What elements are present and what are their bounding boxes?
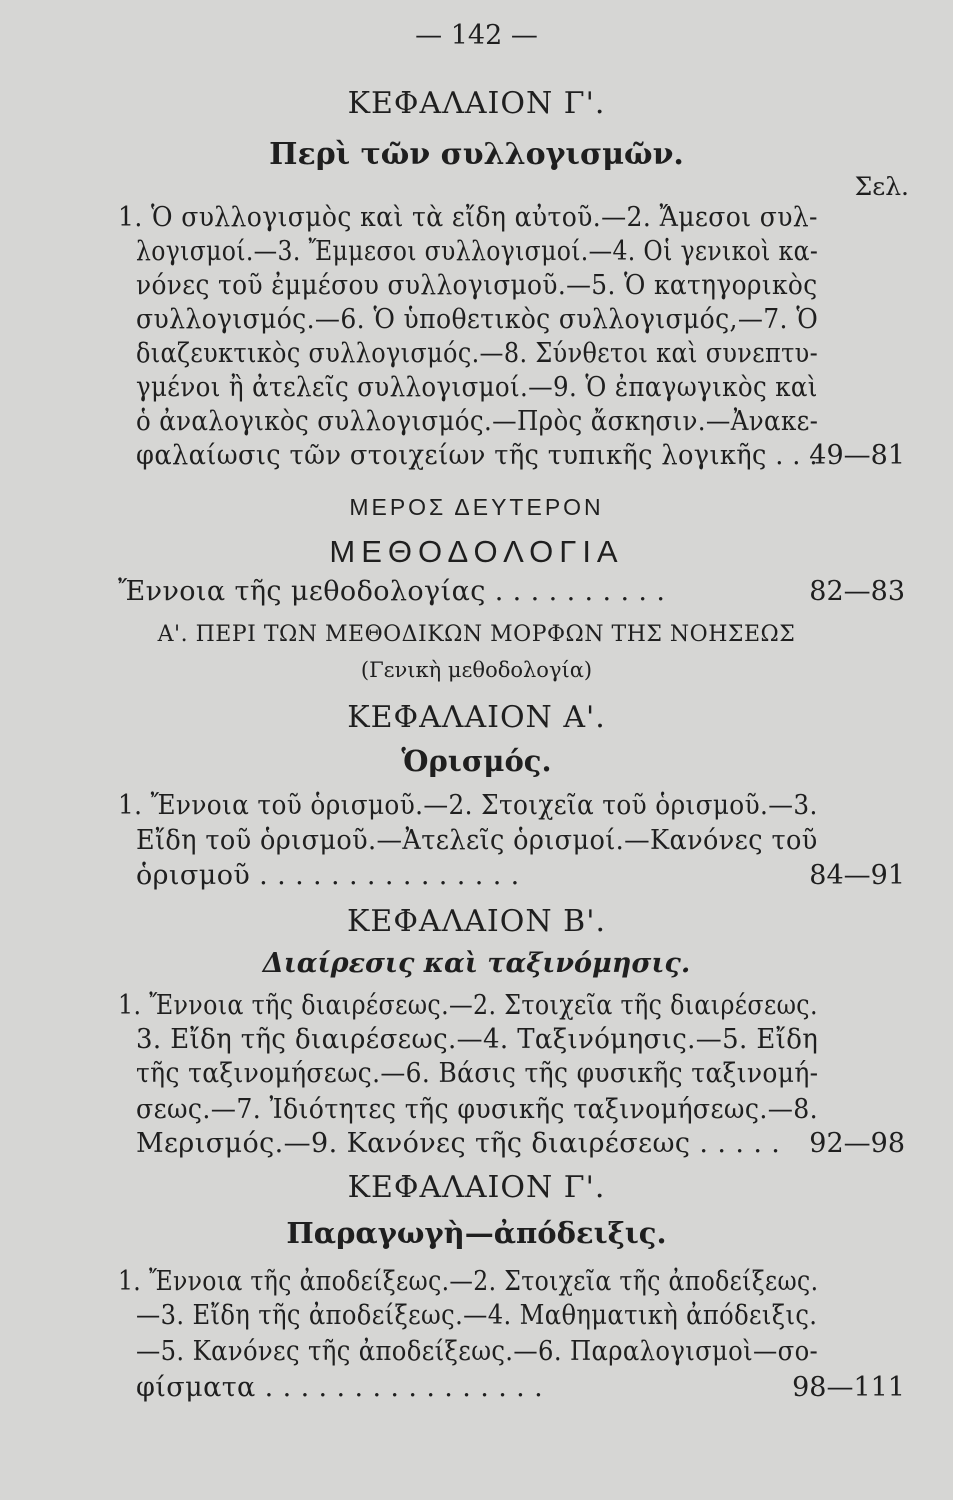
- chB-line-1: 1. Ἔννοια τῆς διαιρέσεως.—2. Στοιχεῖα τῆς διαιρέσεως.: [118, 990, 818, 1021]
- chapter-g-title: Περὶ τῶν συλλογισμῶν.: [269, 137, 684, 172]
- part-title: ΜΕΘΟΔΟΛΟΓΙΑ: [329, 534, 624, 569]
- ch3-line-2: λογισμοί.—3. Ἔμμεσοι συλλογισμοί.—4. Οἱ γενικοὶ κα-: [136, 236, 819, 267]
- chA-line-1: 1. Ἔννοια τοῦ ὁρισμοῦ.—2. Στοιχεῖα τοῦ ὁρισμοῦ.—3.: [118, 790, 818, 821]
- ch3-pages: 49—81: [809, 440, 905, 471]
- chG2-line-2: —3. Εἴδη τῆς ἀποδείξεως.—4. Μαθηματικὴ ἀπόδειξις.: [136, 1300, 818, 1331]
- chB-line-5: Μερισμός.—9. Κανόνες τῆς διαιρέσεως . . . . .: [136, 1128, 781, 1159]
- ch3-line-1: 1. Ὁ συλλογισμὸς καὶ τὰ εἴδη αὐτοῦ.—2. Ἄμεσοι συλ-: [118, 202, 818, 233]
- ch3-line-7: ὁ ἀναλογικὸς συλλογισμός.—Πρὸς ἄσκησιν.—Ἀνακε-: [136, 406, 819, 437]
- page-number: — 142 —: [415, 20, 538, 51]
- ch3-line-4: συλλογισμός.—6. Ὁ ὑποθετικὸς συλλογισμός,—7. Ὁ: [136, 304, 819, 335]
- chapter-b-heading: ΚΕΦΑΛΑΙΟΝ Β'.: [347, 904, 606, 939]
- chapter-g2-title: Παραγωγὴ—ἀπόδειξις.: [286, 1216, 667, 1250]
- chB-line-4: σεως.—7. Ἰδιότητες τῆς φυσικῆς ταξινομήσεως.—8.: [136, 1094, 819, 1125]
- chG2-line-1: 1. Ἔννοια τῆς ἀποδείξεως.—2. Στοιχεῖα τῆς ἀποδείξεως.: [118, 1266, 819, 1297]
- section-a-title: Α'. ΠΕΡΙ ΤΩΝ ΜΕΘΟΔΙΚΩΝ ΜΟΡΦΩΝ ΤΗΣ ΝΟΗΣΕΩΣ: [157, 622, 796, 647]
- chB-line-2: 3. Εἴδη τῆς διαιρέσεως.—4. Ταξινόμησις.—5. Εἴδη: [136, 1024, 819, 1055]
- chG2-pages: 98—111: [792, 1372, 905, 1403]
- chapter-a-title: Ὁρισμός.: [401, 744, 552, 778]
- chA-pages: 84—91: [809, 860, 905, 891]
- ch3-line-6: γμένοι ἢ ἀτελεῖς συλλογισμοί.—9. Ὁ ἐπαγωγικὸς καὶ: [136, 372, 818, 403]
- chapter-b-title: Διαίρεσις καὶ ταξινόμησις.: [262, 948, 691, 979]
- ch3-line-5: διαζευκτικὸς συλλογισμός.—8. Σύνθετοι καὶ συνεπτυ-: [136, 338, 819, 369]
- chA-line-3: ὁρισμοῦ . . . . . . . . . . . . . . .: [136, 860, 520, 891]
- chG2-line-3: —5. Κανόνες τῆς ἀποδείξεως.—6. Παραλογισμοὶ—σο-: [136, 1336, 819, 1367]
- chapter-a-heading: ΚΕΦΑΛΑΙΟΝ Α'.: [347, 700, 606, 735]
- chG2-line-4: φίσματα . . . . . . . . . . . . . . . .: [136, 1372, 544, 1403]
- chB-pages: 92—98: [809, 1128, 905, 1159]
- methodology-intro-pages: 82—83: [809, 576, 905, 607]
- page-column-label: Σελ.: [854, 172, 909, 201]
- methodology-intro-line: Ἔννοια τῆς μεθοδολογίας . . . . . . . . . .: [118, 576, 666, 607]
- chapter-g2-heading: ΚΕΦΑΛΑΙΟΝ Γ'.: [347, 1170, 606, 1205]
- section-a-subtitle: (Γενικὴ μεθοδολογία): [360, 658, 593, 682]
- ch3-line-3: νόνες τοῦ ἐμμέσου συλλογισμοῦ.—5. Ὁ κατηγορικὸς: [136, 270, 818, 301]
- chapter-g-heading: ΚΕΦΑΛΑΙΟΝ Γ'.: [347, 86, 606, 121]
- ch3-line-8: φαλαίωσις τῶν στοιχείων τῆς τυπικῆς λογικῆς . . .: [136, 440, 818, 471]
- part-label: ΜΕΡΟΣ ΔΕΥΤΕΡΟΝ: [349, 494, 604, 520]
- chB-line-3: τῆς ταξινομήσεως.—6. Βάσις τῆς φυσικῆς ταξινομή-: [136, 1058, 819, 1089]
- chA-line-2: Εἴδη τοῦ ὁρισμοῦ.—Ἀτελεῖς ὁρισμοί.—Κανόνες τοῦ: [136, 825, 818, 856]
